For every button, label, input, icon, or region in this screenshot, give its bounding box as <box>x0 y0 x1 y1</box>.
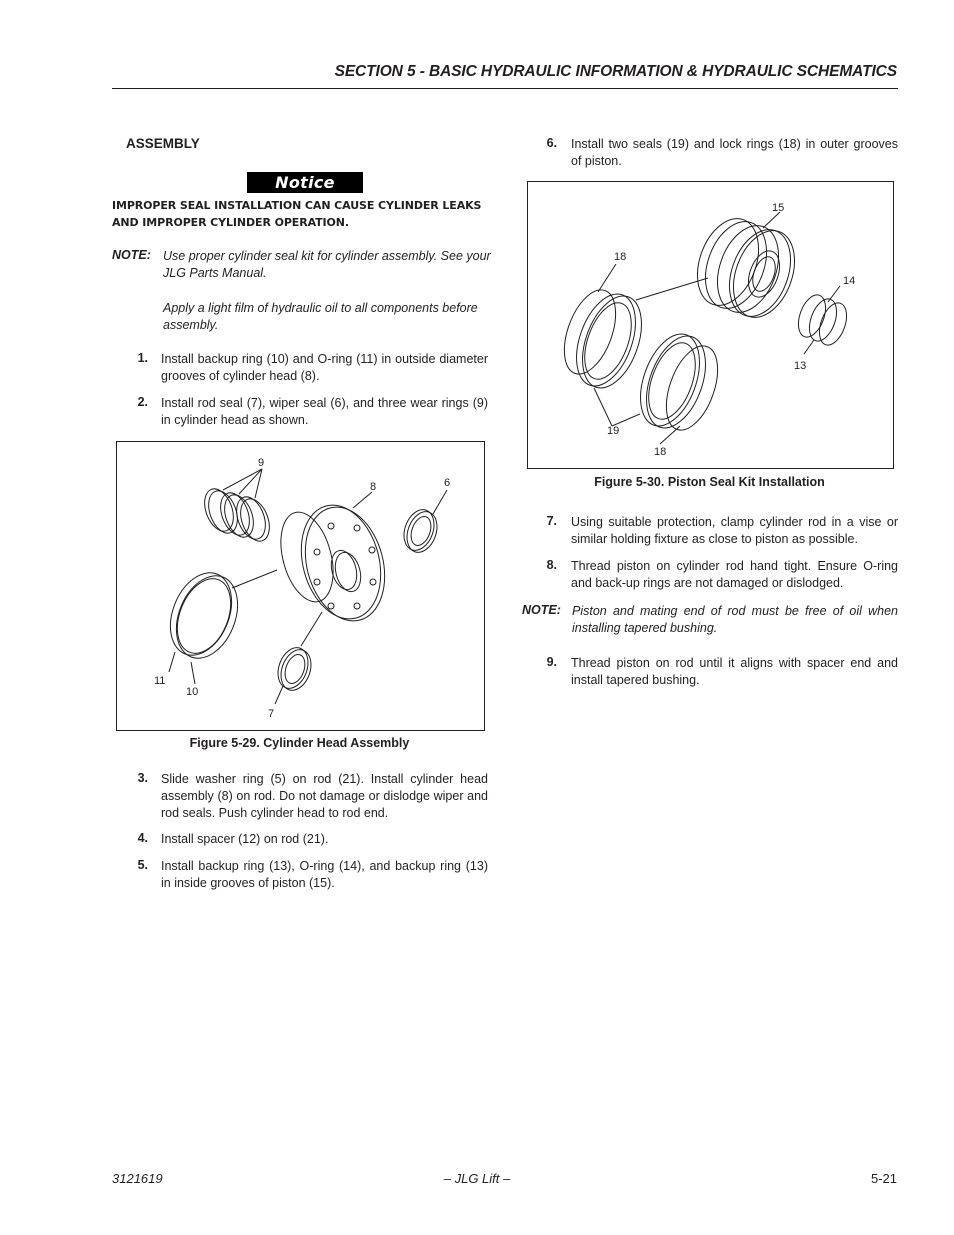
callout-9: 9 <box>258 457 265 469</box>
callout-8: 8 <box>370 481 377 493</box>
callout-11: 11 <box>154 675 166 687</box>
step-text: Slide washer ring (5) on rod (21). Install cylinder head assembly (8) on rod. Do not damage or dislodge wiper and rod seals. Push cylinder head to rod end. <box>161 772 488 820</box>
figure-piston-seal-kit <box>527 181 894 469</box>
notice-badge: Notice <box>247 172 363 193</box>
note-text-1: Use proper cylinder seal kit for cylinder assembly. See your JLG Parts Manual. <box>163 249 491 280</box>
step-number: 4. <box>137 831 148 845</box>
footer-page-number: 5-21 <box>870 1171 897 1186</box>
step-text: Install two seals (19) and lock rings (18) in outer grooves of piston. <box>571 137 898 168</box>
step-text: Thread piston on rod until it aligns with spacer end and install tapered bushing. <box>571 656 898 687</box>
step-number: 2. <box>137 395 148 409</box>
step-number: 8. <box>546 558 557 572</box>
callout-18-bottom: 18 <box>654 446 667 458</box>
footer-doc-number: 3121619 <box>112 1171 163 1186</box>
step-text: Install rod seal (7), wiper seal (6), and three wear rings (9) in cylinder head as shown. <box>161 396 488 427</box>
figure-cylinder-head-assembly <box>116 441 485 731</box>
callout-7: 7 <box>268 708 275 720</box>
footer-center: – JLG Lift – <box>443 1171 511 1186</box>
callout-14: 14 <box>843 275 856 287</box>
callout-15: 15 <box>772 202 785 214</box>
cylinder-head-drawing <box>117 442 484 730</box>
piston-seal-drawing <box>528 182 893 468</box>
step-number: 6. <box>546 136 557 150</box>
callout-13: 13 <box>794 360 807 372</box>
note-text-2: Apply a light film of hydraulic oil to all components before assembly. <box>163 301 478 332</box>
callout-10: 10 <box>186 686 199 698</box>
header-rule <box>112 88 898 89</box>
callout-19: 19 <box>607 425 620 437</box>
callout-6: 6 <box>444 477 451 489</box>
step-number: 1. <box>137 351 148 365</box>
step-text: Install backup ring (13), O-ring (14), and backup ring (13) in inside grooves of piston (15). <box>161 859 488 890</box>
step-text: Install backup ring (10) and O-ring (11) in outside diameter grooves of cylinder head (8). <box>161 352 488 383</box>
step-text: Install spacer (12) on rod (21). <box>161 832 329 846</box>
step-number: 5. <box>137 858 148 872</box>
assembly-heading: ASSEMBLY <box>126 136 200 151</box>
step-number: 7. <box>546 514 557 528</box>
note-text-tapered-bushing: Piston and mating end of rod must be free of oil when installing tapered bushing. <box>572 604 898 635</box>
step-number: 9. <box>546 655 557 669</box>
figure-29-caption: Figure 5-29. Cylinder Head Assembly <box>189 736 410 750</box>
callout-18-top: 18 <box>614 251 627 263</box>
note-label: NOTE: <box>112 248 151 262</box>
step-text: Thread piston on cylinder rod hand tight. Ensure O-ring and back-up rings are not damaged or dislodged. <box>571 559 898 590</box>
step-number: 3. <box>137 771 148 785</box>
notice-warning-text: IMPROPER SEAL INSTALLATION CAN CAUSE CYLINDER LEAKS AND IMPROPER CYLINDER OPERATION. <box>112 199 482 229</box>
note-label-2: NOTE: <box>522 603 561 617</box>
figure-30-caption: Figure 5-30. Piston Seal Kit Installation <box>594 475 825 489</box>
section-header: SECTION 5 - BASIC HYDRAULIC INFORMATION & HYDRAULIC SCHEMATICS <box>334 63 897 80</box>
step-text: Using suitable protection, clamp cylinder rod in a vise or similar holding fixture as close to piston as possible. <box>571 515 898 546</box>
